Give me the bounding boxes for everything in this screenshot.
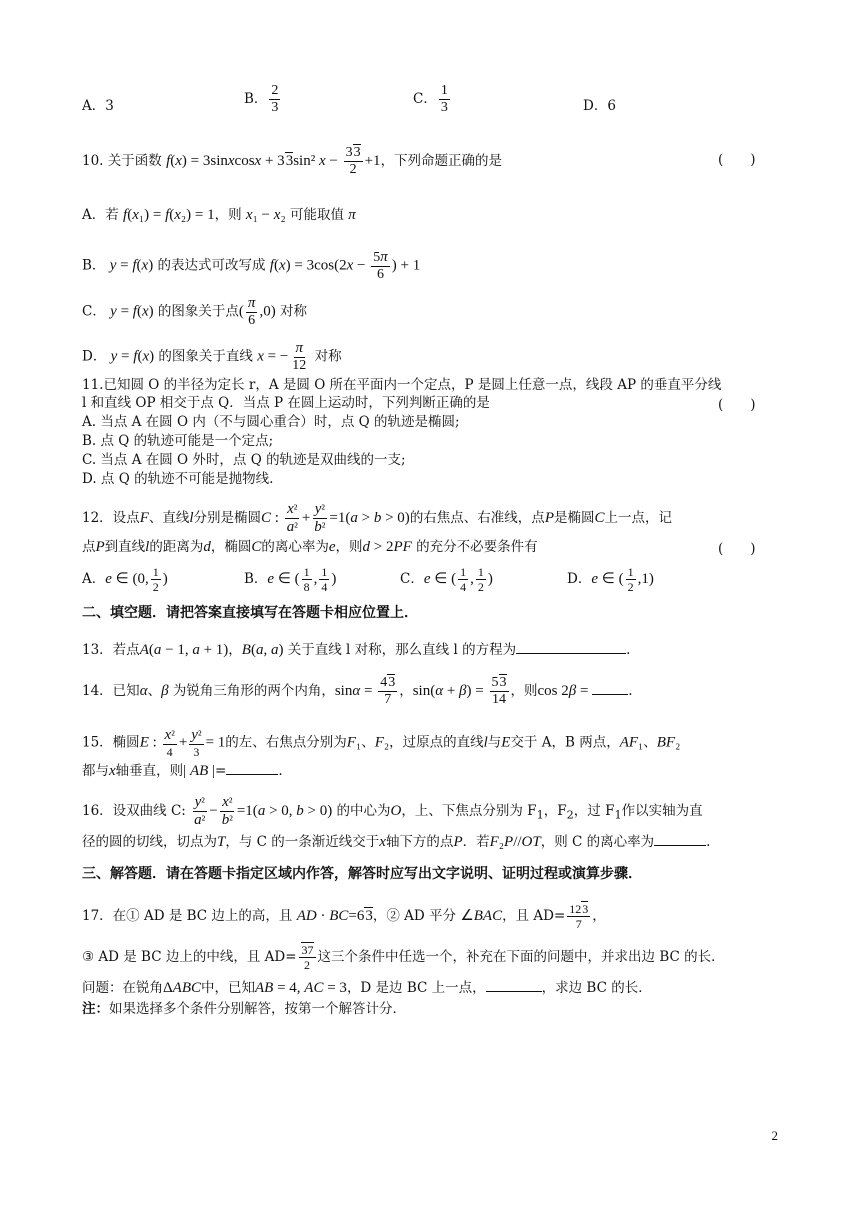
q12-option-c: C．e ∈ ( $\frac{1}{4}$ , $\frac{1}{2}$ ) [400,565,493,594]
q10-option-a: A．若 f(x₁) = f(x₂) = 1，则 x₁ − x₂ 可能取值 π [82,207,356,223]
q12-option-b: B．e ∈ ( $\frac{1}{8}$ , $\frac{1}{4}$ ) [244,565,337,594]
q10-option-d: D． y = f(x) 的图象关于直线 x = − $\frac{\pi}{12}$ 对称 [82,340,342,373]
q11-option-a: A. 当点 A 在圆 O 内（不与圆心重合）时，点 Q 的轨迹是椭圆; [82,414,460,430]
q16-line2: 径的圆的切线，切点为T，与 C 的一条渐近线交于x轴下方的点P．若F₂P//OT，则 C 的离心率为 . [82,831,710,852]
q11-stem-line1: 11.已知圆 O 的半径为定长 r，A 是圆 O 所在平面内一个定点，P 是圆上任意一点，线段 AP 的垂直平分线 [82,377,722,393]
section-3-heading: 三、解答题．请在答题卡指定区域内作答，解答时应写出文字说明、证明过程或演算步骤． [82,866,642,882]
q12-option-a: A．e ∈ (0, $\frac{1}{2}$ ) [82,565,168,594]
q17-note: 注：如果选择多个条件分别解答，按第一个解答计分． [82,1001,406,1017]
q15-line1: 15．椭圆E : $\frac{\text{x²}}{4}$ + $\frac{\text{y²}}{3}$ = 1的左、右焦点分别为F₁、F₂，过原点的直线l与E交于 A，B 两点，AF₁、BF₂ [82,727,681,759]
q16-answer-blank[interactable] [654,831,706,846]
q13-answer-blank[interactable] [516,639,626,654]
q14-answer-blank[interactable] [592,680,628,695]
q10-option-c: C． y = f(x) 的图象关于点( $\frac{\pi}{6}$ ,0) 对称 [82,295,307,328]
q12-stem-line2: 点P到直线l的距离为d，椭圆C的离心率为e，则d > 2PF 的充分不必要条件有 [82,539,538,555]
q15-answer-blank[interactable] [226,760,278,775]
q10-stem: 10. 关于函数 f(x) = 3sinxcosx + 33sin² x − $\frac{33}{2}$ +1，下列命题正确的是 [82,145,503,177]
q9-option-c: C． $\frac{1}{3}$ [413,83,448,115]
q9-option-d: D．6 [583,98,616,114]
page-number: 2 [771,1128,778,1143]
q11-stem-line2: l 和直线 OP 相交于点 Q．当点 P 在圆上运动时，下列判断正确的是 [82,395,490,411]
q17-line3: 问题：在锐角ΔABC中，已知AB = 4, AC = 3，D 是边 BC 上一点， ，求边 BC 的长． [82,977,652,998]
q14: 14．已知α、β 为锐角三角形的两个内角，sinα = $\frac{43}{7}$ ，sin(α + β) = $\frac{53}{14}$ ，则cos 2β = . [82,675,633,707]
q9-option-b: B． $\frac{2}{3}$ [244,83,279,115]
q12-option-d: D．e ∈ ( $\frac{1}{2}$ ,1) [567,565,654,594]
q10-option-b: B． y = f(x) 的表达式可改写成 f(x) = 3cos(2x − $\frac{5\pi}{6}$ ) + 1 [82,249,421,282]
q10-answer-bracket: ( ) [718,152,756,168]
q9-option-a: A．3 [82,98,114,114]
q16-line1: 16．设双曲线 C: $\frac{\text{y²}}{\text{a²}}$ − $\frac{\text{x²}}{\text{b²}}$ =1(a > 0, b > 0) 的中心为O，上、下焦点分别为 $F_1$，$F_2$，过 $F_1$作以实轴为直 [82,794,703,828]
q13: 13．若点A(a − 1, a + 1)，B(a, a) 关于直线 l 对称，那么直线 l 的方程为 . [82,639,630,660]
q12-stem-line1: 12．设点F、直线l分别是椭圆C : $\frac{\text{x²}}{\text{a²}}$ + $\frac{\text{y²}}{\text{b²}}$ =1(a > b > 0)的右焦点、右准线，点P是椭圆C上一点，记 [82,501,672,535]
q15-line2: 都与x轴垂直，则| AB |= . [82,760,283,781]
q17-line2: ③ AD 是 BC 边上的中线，且 AD= $\frac{37}{2}$ 这三个条件中任选一个，补充在下面的问题中，并求出边 BC 的长． [82,943,725,972]
q17-condition-blank[interactable] [486,977,542,992]
section-2-heading: 二、填空题．请把答案直接填写在答题卡相应位置上． [82,605,418,621]
q12-answer-bracket: ( ) [718,541,756,557]
q11-option-c: C. 当点 A 在圆 O 外时，点 Q 的轨迹是双曲线的一支; [82,452,406,468]
q17-line1: 17．在① AD 是 BC 边上的高，且 AD · BC=63，② AD 平分 ∠BAC，且 AD= $\frac{123}{7}$ ， [82,902,606,931]
q11-answer-bracket: ( ) [718,397,756,413]
q11-option-b: B. 点 Q 的轨迹可能是一个定点; [82,433,274,449]
q11-option-d: D. 点 Q 的轨迹不可能是抛物线. [82,471,274,487]
